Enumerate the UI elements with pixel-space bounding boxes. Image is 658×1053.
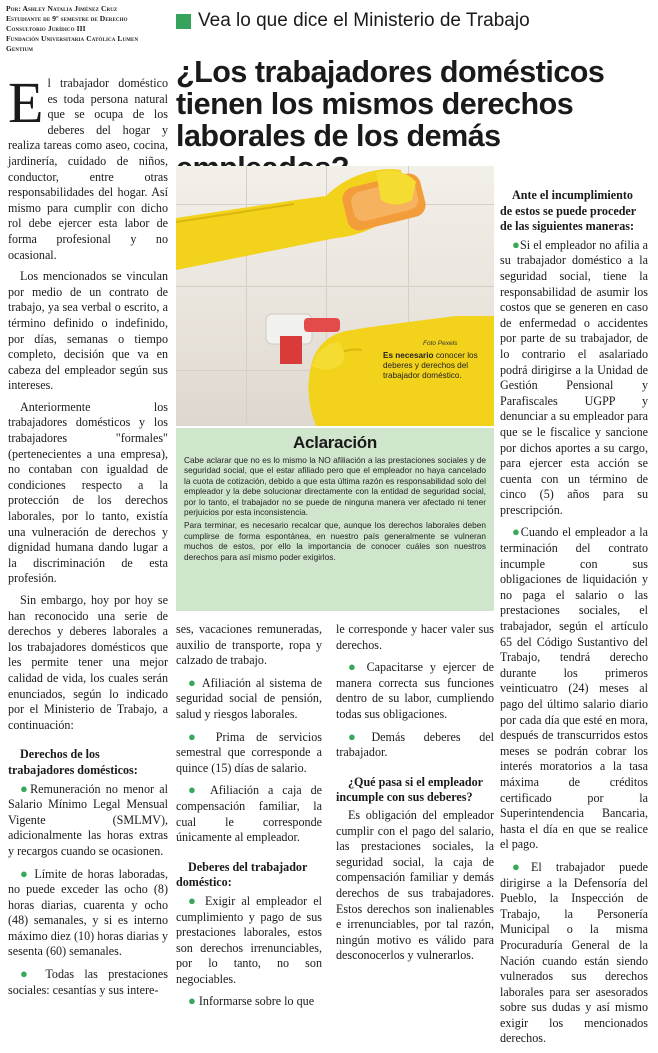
kicker-text: Vea lo que dice el Ministerio de Trabajo [198,10,530,31]
byline-author: Por: Ashley Natalia Jiménez Cruz [6,4,118,13]
headline: ¿Los trabajadores domésticos tienen los mismos derechos laborales de los demás [176,55,605,153]
list-item: ●Si el empleador no afilia a su trabajador doméstico a la seguridad social, tiene la responsabilidad de asumir los costos que se generen en caso de enfermedad o accidentes por parte de su trabajador, de lo contrario el asalariado podrá dirigirse a la Unidad de Gestión Pensional y Parafiscales UGPP y denunciar a su empleador para que se le fiscalice y sancione por dichos aportes a su cargo, para ejercer esta acción se cuenta con un término de cinco (5) años para su prescripción. [500,236,648,517]
bullet-icon: ● [20,780,31,796]
section-kicker [176,10,656,34]
box-title: Aclaración [293,433,377,452]
list-item: ●Remuneración no menor al Salario Mínimo Legal Mensual Vigente (SMLMV), adicionalmente las horas extras y recargos cuando se ocasionen. [8,780,168,858]
article-photo [176,166,494,426]
paragraph: Sin embargo, hoy por hoy se han reconocido una serie de derechos y deberes laborales a los trabajadores domésticos que les permite tener una mejor calidad de vida, los cuales serán enunciados, según lo indicado por el Ministerio de Trabajo, a continuación: [8,593,168,732]
drop-cap: E [8,70,44,135]
list-item: ● Límite de horas laboradas, no puede exceder las ocho (8) horas diarias, cuarenta y ocho (48) semanales, y si es interno máximo diez (10) horas diarias y sesenta (60) semanales. [8,865,168,959]
bullet-icon: ● [512,524,521,540]
clarification-box [176,428,494,611]
list-item: ●Demás deberes del trabajador. [336,728,494,760]
paragraph: le corresponde y hacer valer sus derechos. [336,622,494,652]
intro-paragraph: El trabajador doméstico es toda persona natural que se ocupa de los deberes del hogar y realiza tareas como aseo, cocina, jardinería, cuidado de niños, conductor, entre otras responsabilidades del hogar. Así mismo para cumplir con dicho rol debe ejercer esta labor de forma profesional y no ocasional. [8,70,168,262]
bullet-icon: ● [348,659,360,675]
list-item: ● Prima de servicios semestral que corresponde a quince (15) días de salario. [176,728,322,775]
bullet-icon: ● [20,865,30,881]
box-text [184,455,486,565]
subheading-procedure: Ante el incumplimiento de estos se puede proceder de las siguientes maneras: [500,188,636,234]
bullet-icon: ● [188,728,205,744]
paragraph: ses, vacaciones remuneradas, auxilio de transporte, ropa y calzado de trabajo. [176,622,322,668]
byline [6,4,166,54]
bullet-icon: ● [188,782,202,798]
list-item: ● Exigir al empleador el cumplimiento y pago de sus prestaciones laborales, estos son derechos irrenunciables, por lo tanto, no son negociables. [176,892,322,986]
bullet-icon: ● [348,728,372,744]
bullet-icon: ● [188,993,196,1009]
list-item: ●El trabajador puede dirigirse a la Defensoría del Pueblo, la Inspección de Trabajo, la Personería Municipal o la misma Procuraduría General de la Nación cuando están siendo vulnerados sus derechos laborales para ser asesorados sobre sus dudas y así mismo exigir los mencionados derechos. [500,858,648,1046]
article-column-3 [336,622,494,970]
article-column-4 [500,188,648,1053]
bullet-icon: ● [188,892,199,908]
list-item: ● Afiliación a caja de compensación familiar, la cual le corresponde únicamente al empleador. [176,782,322,845]
bullet-icon: ● [20,966,36,982]
gloves-cleaning-illustration [176,166,494,426]
green-square-icon [176,14,191,29]
photo-credit: Foto Pexels [423,340,458,347]
list-item: ●Cuando el empleador a la terminación del contrato incumple con sus obligaciones de liquidación y no paga el salario o las prestaciones sociales, el trabajador, según el artículo 65 del Código Sustantivo del Trabajo, tendrá derecho durante los primeros veinticuatro (24) meses al pago del último salario diario por cada día que esté en mora, después de transcurridos estos meses se podrán cobrar los interés moratorios a la tasa máxima de créditos certificado por la Superintendencia Bancaria, hasta el día en que se realice el pago. [500,524,648,852]
paragraph: Los mencionados se vinculan por medio de un contrato de trabajo, ya sea verbal o escrito, a término definido o indefinido, por días, semanas o tiempo completo, decisión que va en cabeza del empleador según sus intereses. [8,269,168,393]
list-item: ● Todas las prestaciones sociales: cesantías y sus intere- [8,966,169,997]
paragraph: Es obligación del empleador cumplir con el pago del salario, las prestaciones sociales, la seguridad social, la caja de compensación familiar y demás derechos de sus trabajadores. Estos derechos son inalienables e irrenunciables, por tal razón, ningún motivo es válido para desconocerlos y vulnerarlos. [336,807,494,963]
article-column-1 [8,70,169,1004]
article-column-2 [176,622,322,1016]
bullet-icon: ● [512,236,520,252]
box-paragraph: Cabe aclarar que no es lo mismo la NO afiliación a las prestaciones sociales y de seguridad social, que el estar afiliado pero que el empleador no haya cancelado la cuota de cotización, debido a que esta última razón es responsabilidad solo del empleador y la debe solucionar directamente con la entidad de seguridad social, por lo tanto, el trabajador no se puede de ninguna manera ver afectado ni tener perjuicios por esta inconsistencia. [184,455,486,518]
photo-caption: Es necesario conocer los deberes y derechos del trabajador doméstico. [383,351,478,380]
byline-institution: Fundación Universitaria Católica Lumen Gentium [6,34,139,53]
list-item: ● Informarse sobre lo que [188,993,315,1009]
subheading-breach: ¿Qué pasa si el empleador incumple con sus deberes? [336,774,483,805]
paragraph: Anteriormente los trabajadores domésticos y los trabajadores "formales" (pertenecientes a una empresa), no contaban con igualdad de condiciones respecto a la protección de los derechos laborales, por lo tanto, existía una vulneración de derechos y dignidad humana dando lugar a la discriminación de esta profesión. [8,399,168,586]
bullet-icon: ● [188,674,198,690]
list-item: ● Capacitarse y ejercer de manera correcta sus funciones dentro de su labor, cumpliendo todas sus obligaciones. [336,659,495,721]
subheading-rights: Derechos de los trabajadores domésticos: [8,747,138,777]
bullet-icon: ● [512,858,531,874]
subheading-duties: Deberes del trabajador doméstico: [176,859,308,890]
list-item: ● Afiliación al sistema de seguridad social de pensión, salud y riesgos laborales. [176,674,322,721]
byline-role: Estudiante de 9º semestre de Derecho [6,14,128,23]
byline-office: Consultorio Jurídico III [6,24,86,33]
box-paragraph: Para terminar, es necesario recalcar que, aunque los derechos laborales deben cumplirse de forma espontánea, en nuestro país generalmente se vulneran muchos de estos, por ello la importancia de conocer cuáles son nuestros derechos para así mismo poder exigirlos. [184,520,486,562]
